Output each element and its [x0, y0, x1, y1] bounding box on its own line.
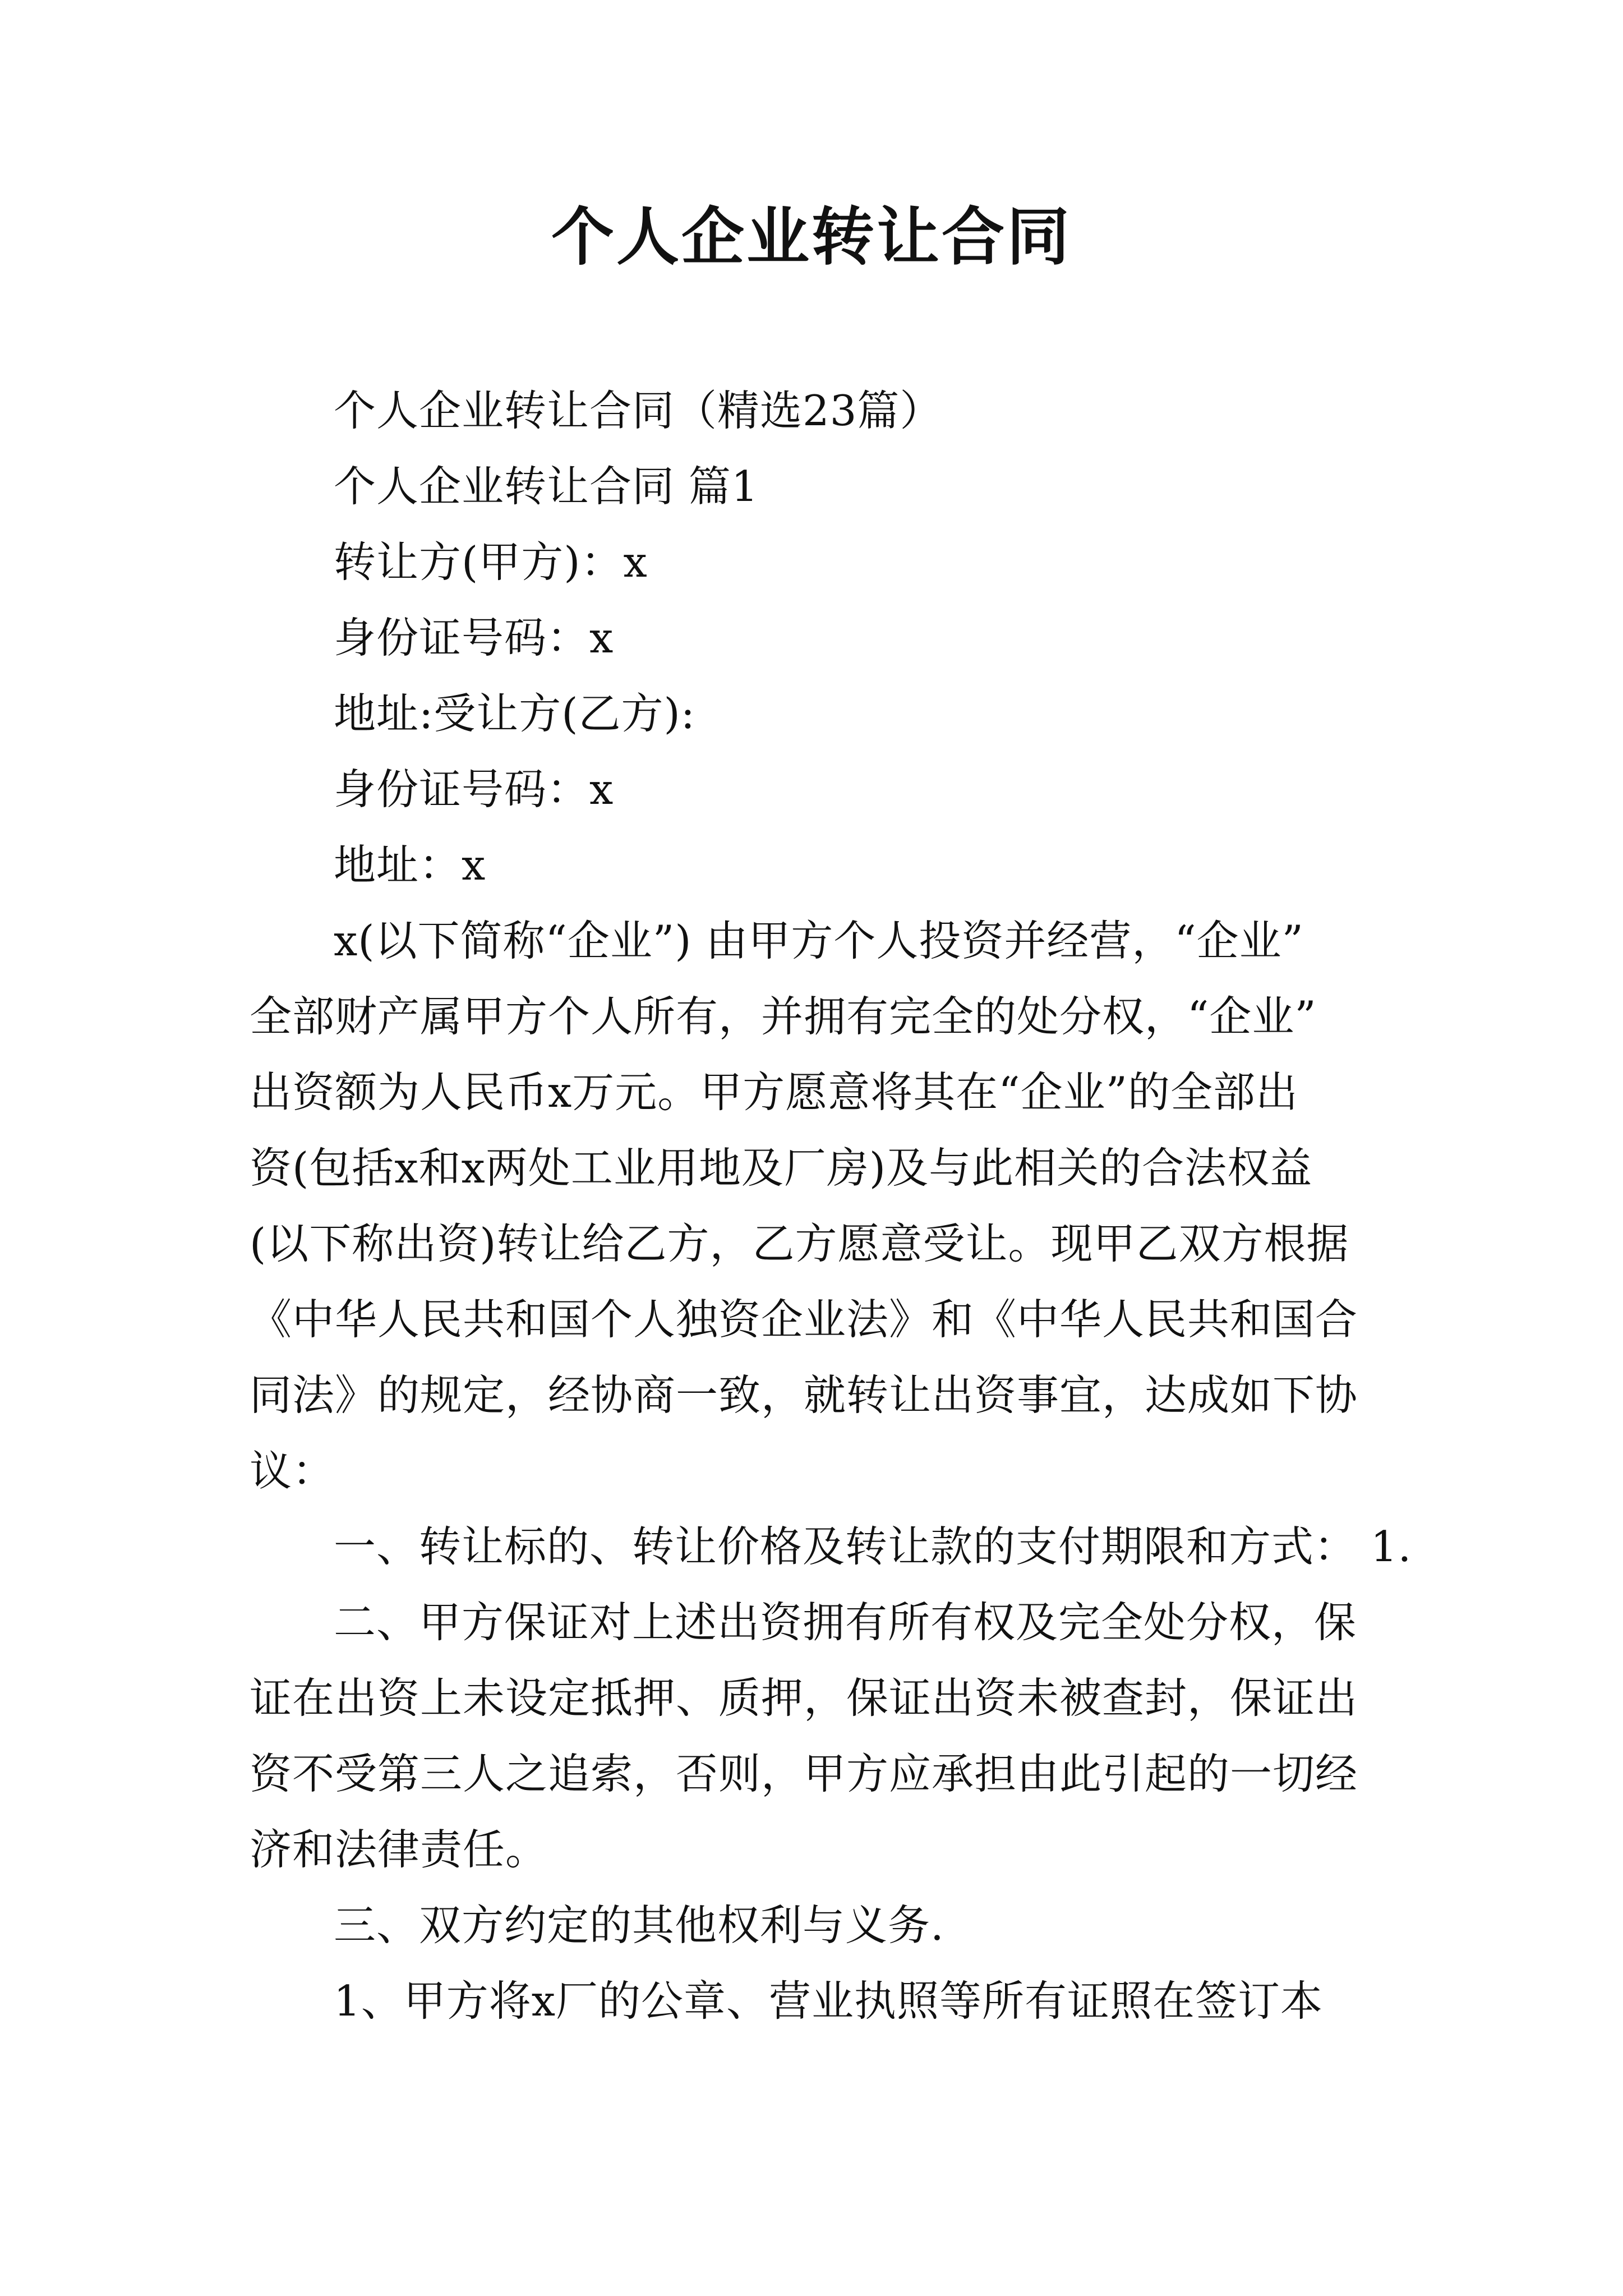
- paragraph-line: 地址:受让方(乙方):: [334, 689, 696, 738]
- paragraph-line: 资不受第三人之追索，否则，甲方应承担由此引起的一切经: [250, 1749, 1358, 1798]
- paragraph-line: 同法》的规定，经协商一致，就转让出资事宜，达成如下协: [250, 1370, 1358, 1420]
- paragraph-line: 济和法律责任。: [250, 1825, 548, 1874]
- paragraph-line: 转让方(甲方)：x: [334, 537, 648, 587]
- paragraph-line: 一、转让标的、转让价格及转让款的支付期限和方式： 1.: [334, 1522, 1412, 1571]
- paragraph-line: 资(包括x和x两处工业用地及厂房)及与此相关的合法权益: [250, 1143, 1313, 1193]
- document-body: [250, 373, 1412, 2039]
- paragraph-line: x(以下简称“企业”) 由甲方个人投资并经营，“企业”: [334, 916, 1304, 965]
- paragraph-line: 《中华人民共和国个人独资企业法》和《中华人民共和国合: [250, 1295, 1358, 1344]
- paragraph-line: 二、甲方保证对上述出资拥有所有权及完全处分权，保: [334, 1598, 1357, 1647]
- paragraph-line: 全部财产属甲方个人所有，并拥有完全的处分权，“企业”: [250, 992, 1317, 1041]
- paragraph-line: 证在出资上未设定抵押、质押，保证出资未被查封，保证出: [250, 1673, 1358, 1723]
- paragraph-line: (以下称出资)转让给乙方，乙方愿意受让。现甲乙双方根据: [250, 1219, 1349, 1268]
- paragraph-line: 身份证号码：x: [334, 765, 614, 814]
- paragraph-line: 三、双方约定的其他权利与义务.: [334, 1901, 944, 1950]
- paragraph-line: 个人企业转让合同（精选23篇）: [334, 386, 943, 435]
- document-title: 个人企业转让合同: [551, 200, 1072, 274]
- paragraph-line: 1、甲方将x厂的公章、营业执照等所有证照在签订本: [334, 1976, 1324, 2026]
- paragraph-line: 出资额为人民币x万元。甲方愿意将其在“企业”的全部出: [250, 1068, 1298, 1117]
- paragraph-line: 地址：x: [334, 840, 486, 890]
- paragraph-line: 身份证号码：x: [334, 613, 614, 662]
- paragraph-line: 议：: [250, 1446, 335, 1496]
- paragraph-line: 个人企业转让合同 篇1: [334, 462, 759, 511]
